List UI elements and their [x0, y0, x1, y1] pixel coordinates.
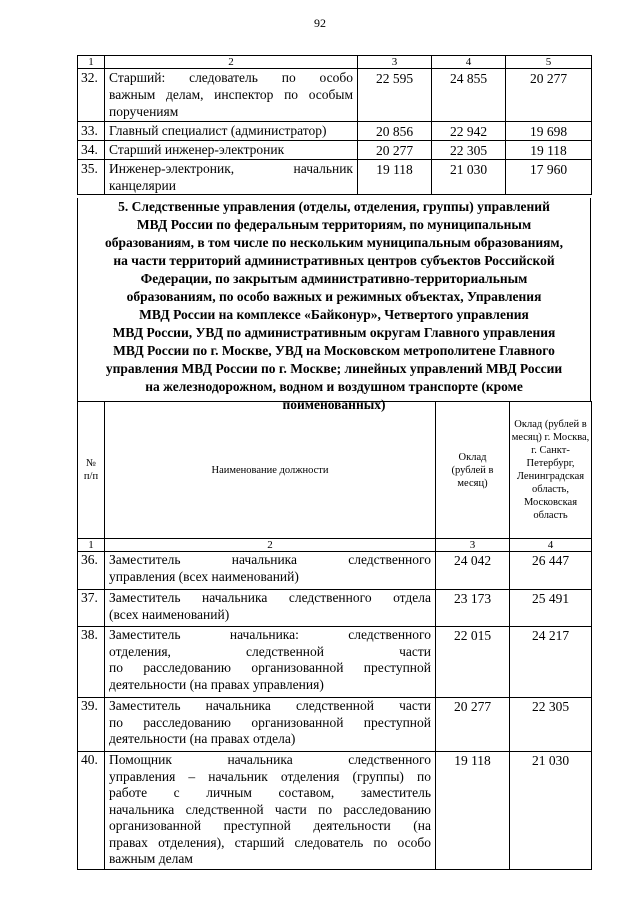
- salary-value: 21 030: [510, 752, 592, 870]
- position-name: [105, 698, 436, 752]
- position-name-line: работе с личным составом, заместитель: [109, 785, 431, 800]
- row-number: 35.: [78, 160, 105, 195]
- salary-value: 24 042: [436, 552, 510, 590]
- position-name-line: деятельности (на правах отдела): [109, 731, 296, 746]
- position-name-line: поручениям: [109, 104, 179, 119]
- position-name-line: (всех наименований): [109, 606, 230, 622]
- salary-value: 19 698: [506, 122, 592, 141]
- table-row: [78, 590, 592, 627]
- row-number: 32.: [78, 69, 105, 122]
- position-name-line: Заместитель начальника следственного: [109, 552, 431, 567]
- salary-table-continued: [77, 55, 592, 195]
- salary-value: 22 942: [432, 122, 506, 141]
- section-heading: [77, 198, 591, 412]
- heading-line: МВД России по г. Москве, УВД на Московском метрополитене Главного: [113, 343, 555, 358]
- col-number: 1: [78, 56, 105, 69]
- position-name: [105, 627, 436, 698]
- position-name-line: управления (всех наименований): [109, 568, 299, 584]
- heading-line: на части территорий административных центров субъектов Российской: [113, 253, 555, 268]
- salary-value: 20 277: [506, 69, 592, 122]
- row-number: 36.: [78, 552, 105, 590]
- position-name-line: Заместитель начальника следственного отдела: [109, 590, 431, 605]
- salary-value: 20 277: [358, 141, 432, 160]
- position-name-line: Заместитель начальника следственной части: [109, 698, 431, 713]
- table-header-row: [78, 402, 592, 539]
- salary-value: 24 855: [432, 69, 506, 122]
- table-row: [78, 141, 592, 160]
- heading-line: образованиям, по особо важных и режимных объектах, Управления: [126, 289, 542, 304]
- row-number: 39.: [78, 698, 105, 752]
- salary-value: 19 118: [358, 160, 432, 195]
- heading-line: управления МВД России по г. Москве; линейных управлений МВД России: [105, 361, 563, 376]
- page-number: 92: [314, 16, 326, 30]
- heading-line: на железнодорожном, водном и воздушном транспорте (кроме: [145, 379, 523, 394]
- position-name-line: Инженер-электроник, начальник: [109, 161, 353, 176]
- position-name-line: Помощник начальника следственного: [109, 752, 431, 767]
- heading-line: МВД России на комплексе «Байконур», Четвертого управления: [139, 307, 529, 322]
- col-number: 3: [358, 56, 432, 69]
- position-name-line: организованной преступной деятельности (на: [109, 818, 431, 833]
- salary-value: 24 217: [510, 627, 592, 698]
- position-name-line: управления – начальник отделения (группы) по: [109, 768, 431, 784]
- col-number: 4: [510, 539, 592, 552]
- heading-line: образованиям, в том числе по нескольким муниципальным образованиям,: [104, 235, 563, 250]
- table-row: [78, 698, 592, 752]
- salary-value: 25 491: [510, 590, 592, 627]
- col-number: 1: [78, 539, 105, 552]
- position-name-line: важным делам, инспектор по особым: [109, 87, 353, 102]
- position-name-line: по расследованию организованной преступной: [109, 660, 431, 675]
- column-number-row: [78, 539, 592, 552]
- table-row: [78, 752, 592, 870]
- col-number: 3: [436, 539, 510, 552]
- col-number: 4: [432, 56, 506, 69]
- position-name: [105, 69, 358, 122]
- row-number: 40.: [78, 752, 105, 870]
- row-number: 33.: [78, 122, 105, 141]
- position-name-line: правах отделения), старший следователь по особо: [109, 834, 431, 850]
- header-num: № п/п: [78, 402, 105, 539]
- salary-value: 22 305: [510, 698, 592, 752]
- position-name: [105, 590, 436, 627]
- salary-value: 20 856: [358, 122, 432, 141]
- salary-value: 17 960: [506, 160, 592, 195]
- heading-line: поименованных): [282, 397, 386, 412]
- table-row: [78, 69, 592, 122]
- table-row: [78, 122, 592, 141]
- position-name: Главный специалист (администратор): [105, 122, 358, 141]
- salary-value: 22 305: [432, 141, 506, 160]
- salary-table: [77, 401, 592, 870]
- position-name-line: Заместитель начальника: следственного: [109, 627, 431, 642]
- table-row: [78, 160, 592, 195]
- salary-value: 19 118: [436, 752, 510, 870]
- col-number: 2: [105, 539, 436, 552]
- position-name: [105, 552, 436, 590]
- heading-line: МВД России по федеральным территориям, по муниципальным: [136, 217, 532, 232]
- salary-value: 22 015: [436, 627, 510, 698]
- salary-value: 21 030: [432, 160, 506, 195]
- position-name-line: важным делам: [109, 851, 193, 866]
- position-name-line: канцелярии: [109, 178, 176, 193]
- row-number: 37.: [78, 590, 105, 627]
- salary-value: 20 277: [436, 698, 510, 752]
- position-name-line: отделения, следственной части: [109, 643, 431, 659]
- column-number-row: [78, 56, 592, 69]
- position-name: [105, 160, 358, 195]
- row-number: 34.: [78, 141, 105, 160]
- header-salary-moscow: Оклад (рублей в месяц) г. Москва, г. Санкт-Петербург, Ленинградская область, Московская область: [510, 402, 592, 539]
- position-name-line: деятельности (на правах управления): [109, 676, 324, 692]
- col-number: 5: [506, 56, 592, 69]
- heading-line: 5. Следственные управления (отделы, отделения, группы) управлений: [118, 199, 550, 214]
- salary-value: 19 118: [506, 141, 592, 160]
- salary-value: 23 173: [436, 590, 510, 627]
- header-salary: Оклад (рублей в месяц): [436, 402, 510, 539]
- salary-value: 26 447: [510, 552, 592, 590]
- salary-value: 22 595: [358, 69, 432, 122]
- position-name-line: по расследованию организованной преступной: [109, 714, 431, 730]
- col-number: 2: [105, 56, 358, 69]
- heading-line: МВД России, УВД по административным округам Главного управления: [112, 325, 556, 340]
- position-name: [105, 752, 436, 870]
- position-name: Старший инженер-электроник: [105, 141, 358, 160]
- table-row: [78, 552, 592, 590]
- heading-line: Федерации, по закрытым административно-территориальным: [140, 271, 528, 286]
- row-number: 38.: [78, 627, 105, 698]
- position-name-line: начальника следственной части по расследованию: [109, 801, 431, 817]
- position-name-line: Старший: следователь по особо: [109, 70, 353, 85]
- table-row: [78, 627, 592, 698]
- header-position: Наименование должности: [105, 402, 436, 539]
